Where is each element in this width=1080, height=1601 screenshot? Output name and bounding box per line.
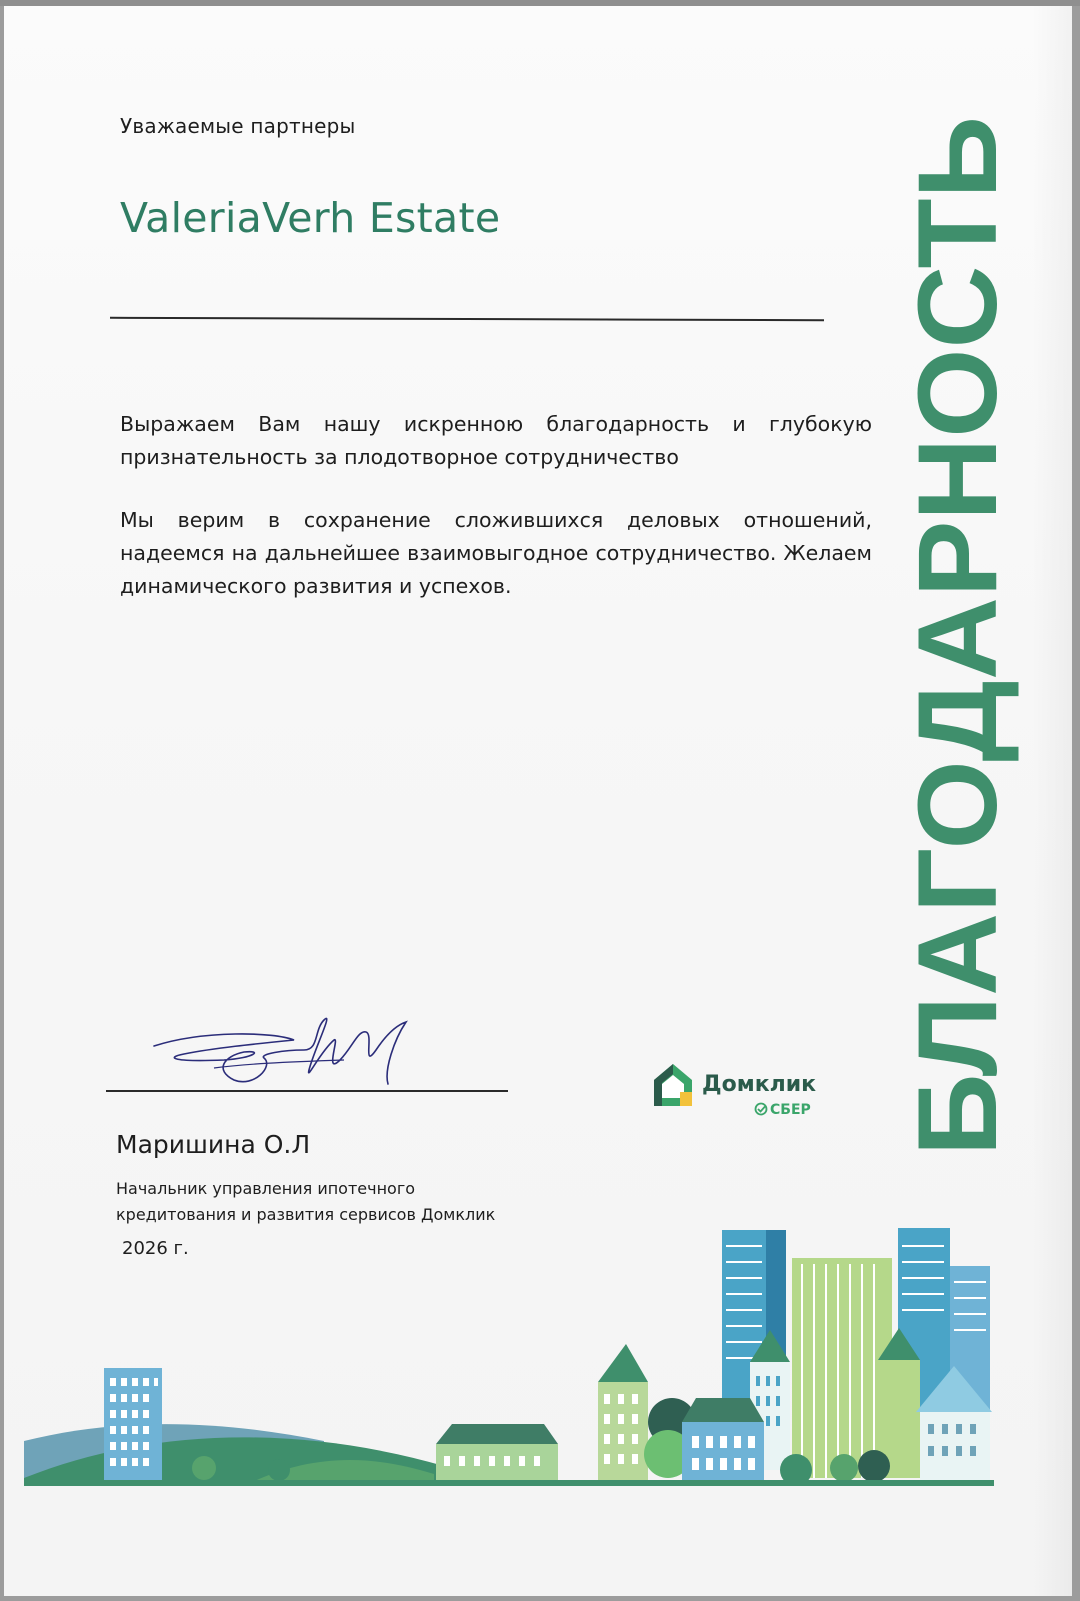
domclick-logo (650, 1060, 830, 1124)
sber-check-icon (754, 1102, 768, 1116)
vertical-title-text: БЛАГОДАРНОСТЬ (895, 140, 1020, 1156)
wishes-paragraph: Мы верим в сохранение сложившихся деловых отношений, надеемся на дальнейшее взаимовыгодное сотрудничество. Желаем динамического развития и успехов. (120, 508, 872, 598)
signer-name: Маришина О.Л (116, 1130, 311, 1159)
logo-name: Домклик (702, 1072, 817, 1097)
logo-sber-text: СБЕР (770, 1102, 811, 1118)
signer-position: Начальник управления ипотечного кредитования и развития сервисов Домклик (116, 1179, 496, 1224)
paper-shadow (1032, 6, 1072, 1596)
document-year: 2026 г. (122, 1238, 189, 1259)
salutation: Уважаемые партнеры (120, 114, 356, 138)
city-skyline-illustration (4, 1216, 1072, 1496)
logo-sber (754, 1102, 811, 1118)
company-name: ValeriaVerh Estate (120, 194, 501, 242)
vertical-title (895, 106, 1020, 1166)
signature (144, 1010, 434, 1100)
house-logo-icon (650, 1060, 696, 1112)
signature-line (106, 1090, 508, 1092)
thank-you-letter (4, 6, 1072, 1596)
name-underline (110, 317, 824, 321)
gratitude-paragraph: Выражаем Вам нашу искренною благодарность и глубокую признательность за плодотворное сотрудничество (120, 412, 872, 469)
